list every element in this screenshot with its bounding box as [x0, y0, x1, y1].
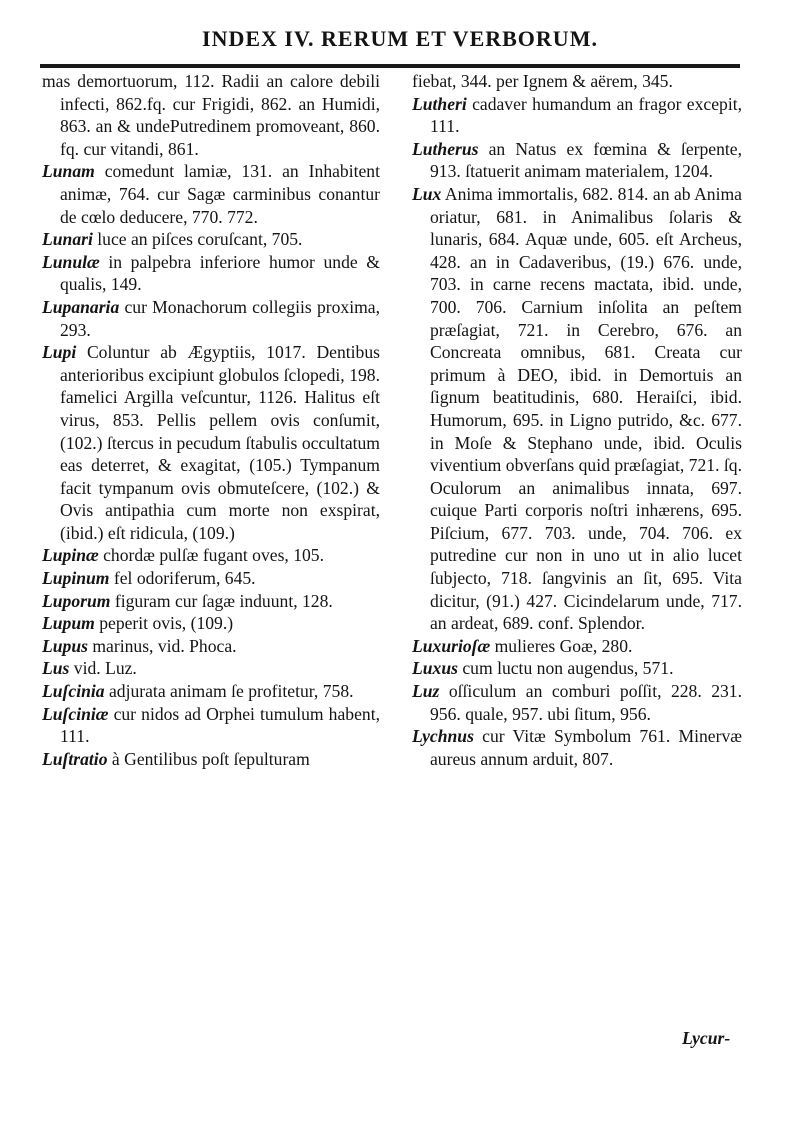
entry-text: Coluntur ab Ægyptiis, 1017. Dentibus anterioribus excipiunt globulos ſclopedi, 198. famelici Argilla veſcuntur, 1126. Halitus eſt virus, 853. Pellis pellem ovis conſumit, (102.) ſtercus in pecudum ſtabulis occultatum eas deterret, & exagitat, (105.) Tympanum facit tympanum ovis obmuteſcere, (102.) & Ovis antipathia cum morte non exspirat, (ibid.) eſt ridicula, (109.)	[60, 342, 380, 543]
entry-text: peperit ovis, (109.)	[99, 613, 234, 634]
entry-text: oſſiculum an comburi poſſit, 228. 231. 956. quale, 957. ubi ſitum, 956.	[430, 681, 742, 724]
entry-text: marinus, vid. Phoca.	[92, 635, 237, 656]
index-entry	[42, 341, 380, 544]
entry-text: cum luctu non augendus, 571.	[462, 658, 674, 679]
entry-headword: Lychnus	[412, 726, 474, 747]
index-entry	[42, 703, 380, 748]
entry-headword: Luſciniæ	[42, 703, 109, 724]
index-entry	[412, 680, 742, 725]
index-entry	[42, 657, 380, 680]
index-entry	[42, 544, 380, 567]
entry-text: cur nidos ad Orphei tumulum habent, 111.	[60, 703, 380, 747]
index-entry	[412, 138, 742, 183]
entry-text: Anima immortalis, 682. 814. an ab Anima oriatur, 681. in Animalibus ſolaris & lunaris, 684. Aquæ unde, 605. eſt Archeus, 428. an in Cadaveribus, (19.) 676. unde, 703. in carne recens mactata, ibid. unde, 700. 706. Carnium inſolita an peſtem præſagiat, 721. in Cerebro, 676. an Concreata omnibus, 681. Creata cur primum à DEO, ibid. in Demortuis an ſignum beatitudinis, 680. Heraiſci, ibid. Humorum, 695. in Ligno putrido, &c. 677. in Moſe & Stephano unde, ibid. Oculis viventium obverſans quid præſagiat, 721. ſq. Oculorum an animalibus innata, 697. cuique Parti corporis noſtri inhærens, 695. Piſcium, 677. 703. unde, 704. 706. ex putredine cur non in uno ut in alio lucet ſubjecto, 718. ſangvinis an ſit, 695. Vita dicitur, (91.) 427. Cicindelarum unde, 717. an ardeat, 689. conf. Splendor.	[430, 183, 742, 634]
entry-headword: Lunari	[42, 229, 93, 250]
entry-text: fiebat, 344. per Ignem & aërem, 345.	[412, 71, 673, 91]
header-rule	[40, 64, 740, 68]
index-entry	[42, 251, 380, 296]
index-entry	[412, 725, 742, 770]
entry-text: cadaver humandum an fragor excepit, 111.	[430, 93, 742, 137]
index-entry	[42, 567, 380, 590]
entry-text: in palpebra inferiore humor unde & qualis, 149.	[60, 251, 380, 295]
left-column	[42, 70, 380, 770]
entry-text: mas demortuorum, 112. Radii an calore debili infecti, 862.fq. cur Frigidi, 862. an Humidi, 863. an & undePutredinem promoveant, 860. fq. cur vitandi, 861.	[42, 71, 380, 159]
index-entry	[412, 635, 742, 658]
entry-headword: Lutherus	[412, 138, 479, 159]
index-entry	[42, 590, 380, 613]
entry-headword: Luxus	[412, 658, 458, 679]
entry-headword: Lus	[42, 658, 70, 679]
entry-text: an Natus ex fœmina & ſerpente, 913. ſtatuerit animam materialem, 1204.	[430, 138, 742, 182]
entry-text: comedunt lamiæ, 131. an Inhabitent animæ, 764. cur Sagæ carminibus conantur de cœlo deducere, 770. 772.	[60, 161, 380, 227]
index-entry	[42, 680, 380, 703]
index-entry	[42, 228, 380, 251]
entry-text: fel odoriferum, 645.	[113, 568, 256, 589]
entry-headword: Lupinæ	[42, 545, 99, 566]
entry-headword: Luporum	[42, 590, 111, 611]
index-entry	[42, 612, 380, 635]
entry-headword: Lupi	[42, 342, 77, 363]
index-entry	[412, 183, 742, 635]
entry-text: vid. Luz.	[73, 658, 137, 679]
entry-headword: Lupinum	[42, 568, 110, 589]
index-entry	[42, 635, 380, 658]
entry-text: mulieres Goæ, 280.	[494, 635, 633, 656]
entry-headword: Luz	[412, 681, 440, 702]
right-column	[412, 70, 742, 770]
index-entry	[42, 748, 380, 771]
entry-headword: Lunam	[42, 161, 95, 182]
entry-headword: Lutheri	[412, 93, 467, 114]
entry-headword: Luxurioſæ	[412, 635, 491, 656]
entry-text: cur Monachorum collegiis proxima, 293.	[60, 296, 380, 340]
entry-headword: Lupanaria	[42, 296, 120, 317]
running-head: INDEX IV. RERUM ET VERBORUM.	[202, 26, 598, 51]
entry-text: à Gentilibus poſt ſepulturam	[111, 748, 310, 769]
entry-headword: Lupum	[42, 613, 95, 634]
index-entry	[42, 160, 380, 228]
index-entry	[42, 70, 380, 160]
entry-headword: Lunulæ	[42, 251, 100, 272]
entry-text: luce an piſces coruſcant, 705.	[97, 229, 303, 250]
entry-headword: Lupus	[42, 635, 88, 656]
index-entry	[412, 93, 742, 138]
entry-headword: Lux	[412, 183, 442, 204]
catchword: Lycur-	[682, 1028, 731, 1048]
index-entry	[412, 657, 742, 680]
entry-text: figuram cur ſagæ induunt, 128.	[114, 590, 333, 611]
index-entry	[42, 296, 380, 341]
entry-headword: Luſtratio	[42, 748, 108, 769]
entry-text: chordæ pulſæ fugant oves, 105.	[103, 545, 325, 566]
index-entry	[412, 70, 742, 93]
entry-text: cur Vitæ Symbolum 761. Minervæ aureus annum arduit, 807.	[430, 726, 742, 769]
entry-headword: Luſcinia	[42, 681, 105, 702]
entry-text: adjurata animam ſe profitetur, 758.	[108, 681, 354, 702]
